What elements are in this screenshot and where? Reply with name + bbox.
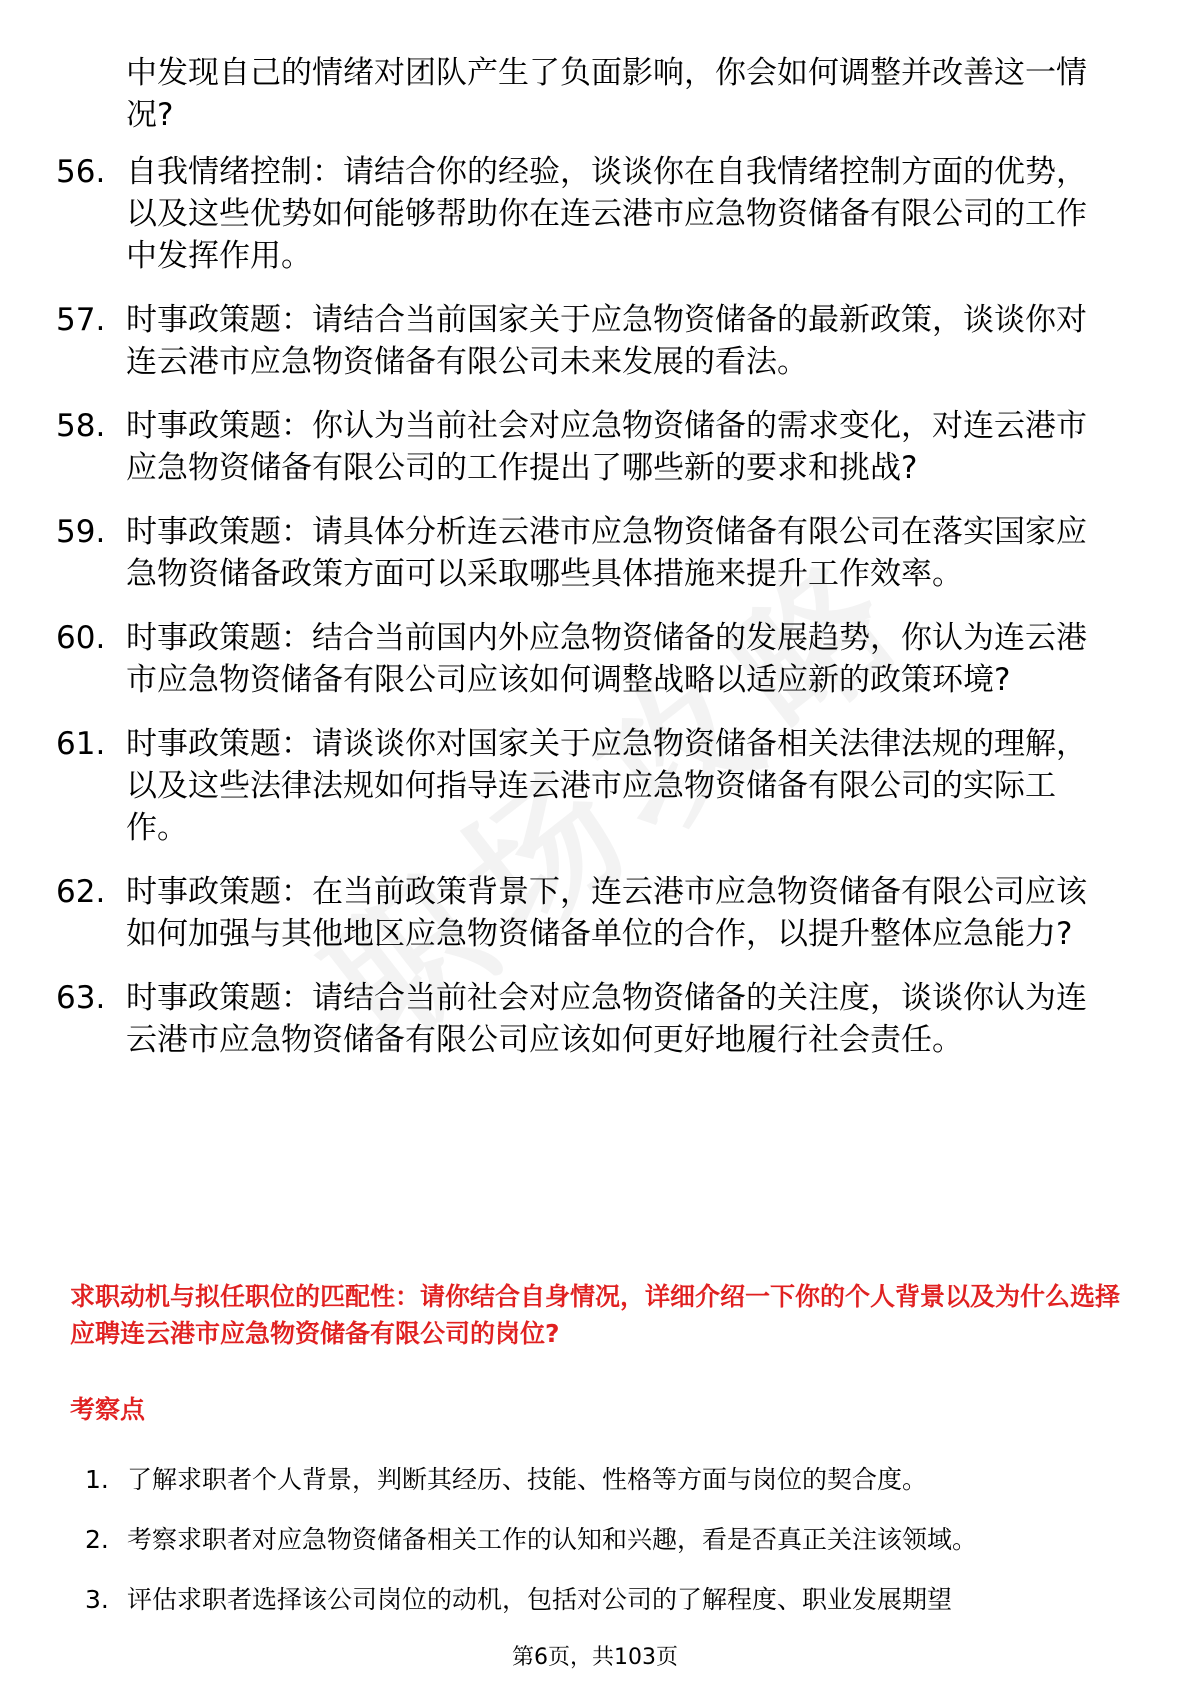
question-number: 59.: [56, 514, 106, 550]
question-text: 时事政策题：你认为当前社会对应急物资储备的需求变化，对连云港市应急物资储备有限公司的工作提出了哪些新的要求和挑战?: [126, 408, 1087, 486]
question-item: [56, 511, 1116, 595]
question-number: 58.: [56, 408, 106, 444]
point-text: 了解求职者个人背景，判断其经历、技能、性格等方面与岗位的契合度。: [127, 1465, 928, 1494]
page-footer: 第6页，共103页: [512, 1645, 678, 1670]
question-text: 时事政策题：结合当前国内外应急物资储备的发展趋势，你认为连云港市应急物资储备有限公司应该如何调整战略以适应新的政策环境?: [126, 620, 1087, 698]
point-text: 评估求职者选择该公司岗位的动机，包括对公司的了解程度、职业发展期望: [127, 1585, 953, 1614]
question-continuation: 中发现自己的情绪对团队产生了负面影响，你会如何调整并改善这一情况?: [126, 55, 1087, 133]
question-number: 62.: [56, 874, 106, 910]
question-text: 时事政策题：请谈谈你对国家关于应急物资储备相关法律法规的理解，以及这些法律法规如何指导连云港市应急物资储备有限公司的实际工作。: [126, 726, 1087, 846]
question-text: 自我情绪控制：请结合你的经验，谈谈你在自我情绪控制方面的优势，以及这些优势如何能够帮助你在连云港市应急物资储备有限公司的工作中发挥作用。: [126, 154, 1087, 274]
point-number: 2.: [85, 1525, 109, 1554]
question-list: [56, 151, 1116, 1083]
point-text: 考察求职者对应急物资储备相关工作的认知和兴趣，看是否真正关注该领域。: [127, 1525, 978, 1554]
question-number: 56.: [56, 154, 106, 190]
question-item: [56, 405, 1116, 489]
question-item: [56, 871, 1116, 955]
question-number: 61.: [56, 726, 106, 762]
point-item: [85, 1523, 1115, 1557]
question-text: 时事政策题：在当前政策背景下，连云港市应急物资储备有限公司应该如何加强与其他地区应急物资储备单位的合作，以提升整体应急能力?: [126, 874, 1087, 952]
assessment-points: [85, 1463, 1115, 1643]
question-item: [56, 617, 1116, 701]
question-item: [56, 723, 1116, 849]
question-text: 时事政策题：请结合当前国家关于应急物资储备的最新政策，谈谈你对连云港市应急物资储备有限公司未来发展的看法。: [126, 302, 1087, 380]
section-question: 求职动机与拟任职位的匹配性：请你结合自身情况，详细介绍一下你的个人背景以及为什么选择应聘连云港市应急物资储备有限公司的岗位?: [70, 1282, 1121, 1348]
question-text: 时事政策题：请结合当前社会对应急物资储备的关注度，谈谈你认为连云港市应急物资储备有限公司应该如何更好地履行社会责任。: [126, 980, 1087, 1058]
point-item: [85, 1463, 1115, 1497]
point-number: 3.: [85, 1585, 109, 1614]
question-number: 60.: [56, 620, 106, 656]
question-number: 57.: [56, 302, 106, 338]
question-number: 63.: [56, 980, 106, 1016]
section-label: 考察点: [70, 1395, 146, 1424]
point-number: 1.: [85, 1465, 109, 1494]
question-text: 时事政策题：请具体分析连云港市应急物资储备有限公司在落实国家应急物资储备政策方面可以采取哪些具体措施来提升工作效率。: [126, 514, 1087, 592]
point-item: [85, 1583, 1115, 1617]
question-item: [56, 151, 1116, 277]
question-item: [56, 299, 1116, 383]
question-item: [56, 977, 1116, 1061]
